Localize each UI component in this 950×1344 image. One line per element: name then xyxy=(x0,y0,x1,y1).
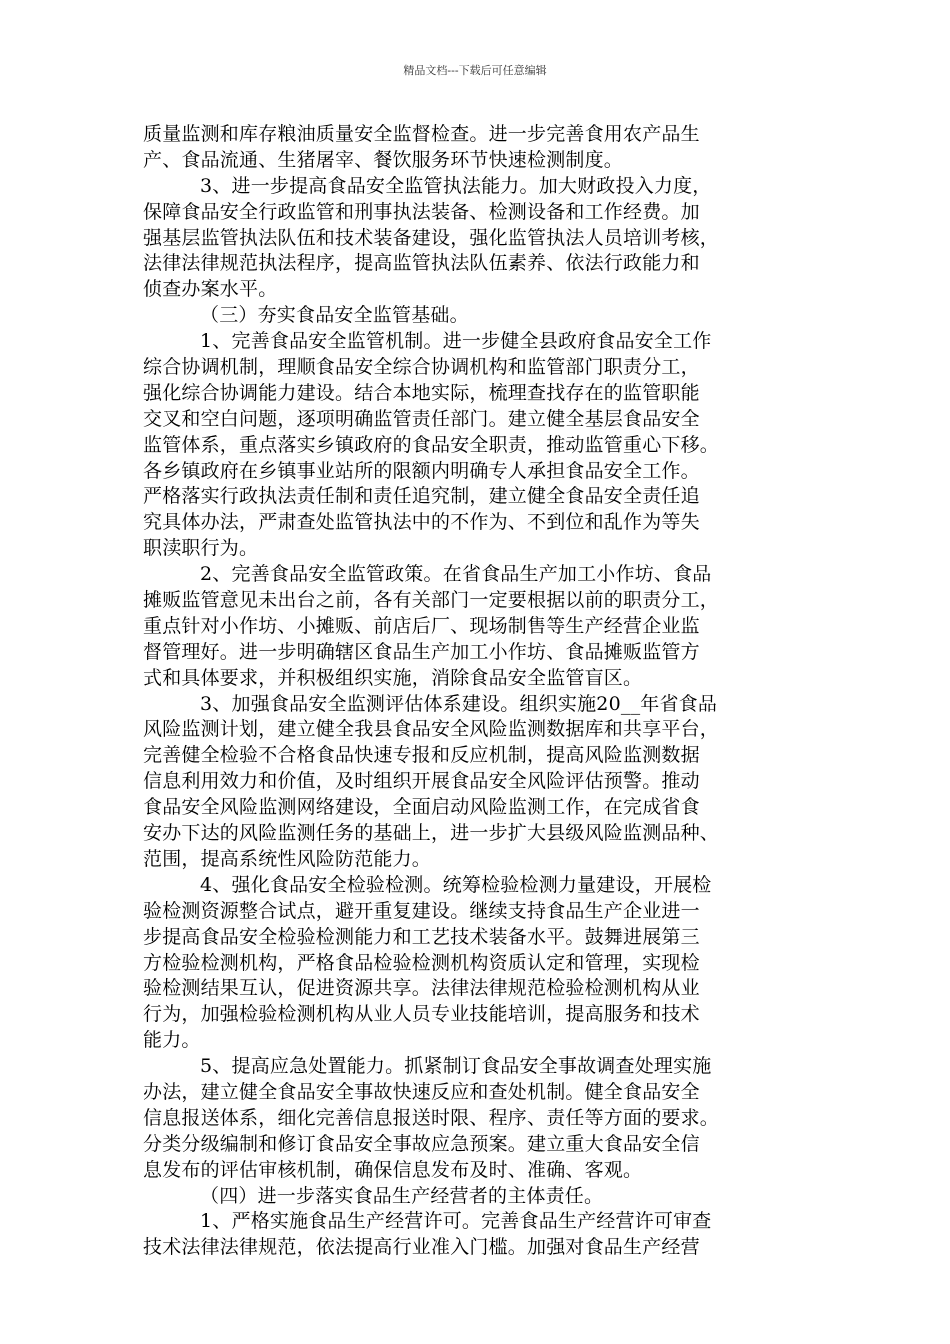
paragraph-line: 方检验检测机构，严格食品检验检测机构资质认定和管理，实现检 xyxy=(143,951,700,974)
paragraph-line: 信息报送体系，细化完善信息报送时限、程序、责任等方面的要求。 xyxy=(143,1106,720,1129)
paragraph-line: 法律法律规范执法程序，提高监管执法队伍素养、依法行政能力和 xyxy=(143,252,700,275)
paragraph-line: 质量监测和库存粮油质量安全监督检查。进一步完善食用农产品生 xyxy=(143,123,700,145)
paragraph-line: 严格落实行政执法责任制和责任追究制，建立健全食品安全责任追 xyxy=(143,485,700,508)
paragraph-line: 信息利用效力和价值，及时组织开展食品安全风险评估预警。推动 xyxy=(143,770,700,793)
paragraph-line: 强化综合协调能力建设。结合本地实际，梳理查找存在的监管职能 xyxy=(143,381,700,404)
paragraph-line: 式和具体要求，并积极组织实施，消除食品安全监管盲区。 xyxy=(143,666,643,689)
paragraph-line: 息发布的评估审核机制，确保信息发布及时、准确、客观。 xyxy=(143,1158,643,1181)
paragraph-line: 强基层监管执法队伍和技术装备建设，强化监管执法人员培训考核， xyxy=(143,226,720,249)
paragraph-first-line: （三）夯实食品安全监管基础。 xyxy=(200,304,469,327)
paragraph-line: 分类分级编制和修订食品安全事故应急预案。建立重大食品安全信 xyxy=(143,1132,700,1155)
page-header: 精品文档---下载后可任意编辑 xyxy=(403,64,547,77)
paragraph-line: 摊贩监管意见未出台之前，各有关部门一定要根据以前的职责分工， xyxy=(143,589,720,612)
paragraph-first-line: 3、加强食品安全监测评估体系建设。组织实施20__年省食品 xyxy=(200,692,718,715)
paragraph-first-line: 2、完善食品安全监管政策。在省食品生产加工小作坊、食品 xyxy=(200,563,712,586)
paragraph-line: 完善健全检验不合格食品快速专报和反应机制，提高风险监测数据 xyxy=(143,744,700,767)
paragraph-first-line: 5、提高应急处置能力。抓紧制订食品安全事故调查处理实施 xyxy=(200,1055,712,1078)
paragraph-line: 保障食品安全行政监管和刑事执法装备、检测设备和工作经费。加 xyxy=(143,200,700,223)
paragraph-first-line: 4、强化食品安全检验检测。统筹检验检测力量建设，开展检 xyxy=(200,873,712,896)
paragraph-line: 督管理好。进一步明确辖区食品生产加工小作坊、食品摊贩监管方 xyxy=(143,640,700,663)
paragraph-line: 究具体办法，严肃查处监管执法中的不作为、不到位和乱作为等失 xyxy=(143,511,700,534)
paragraph-first-line: 3、进一步提高食品安全监管执法能力。加大财政投入力度， xyxy=(200,174,712,197)
paragraph-first-line: （四）进一步落实食品生产经营者的主体责任。 xyxy=(200,1184,604,1207)
paragraph-line: 综合协调机制，理顺食品安全综合协调机构和监管部门职责分工， xyxy=(143,356,700,379)
paragraph-line: 验检测结果互认，促进资源共享。法律法律规范检验检测机构从业 xyxy=(143,977,700,1000)
paragraph-first-line: 1、完善食品安全监管机制。进一步健全县政府食品安全工作 xyxy=(200,330,712,353)
paragraph-line: 验检测资源整合试点，避开重复建设。继续支持食品生产企业进一 xyxy=(143,899,700,922)
paragraph-line: 产、食品流通、生猪屠宰、餐饮服务环节快速检测制度。 xyxy=(143,148,624,171)
paragraph-line: 办法，建立健全食品安全事故快速反应和查处机制。健全食品安全 xyxy=(143,1080,700,1103)
paragraph-line: 范围，提高系统性风险防范能力。 xyxy=(143,847,432,870)
paragraph-line: 监管体系，重点落实乡镇政府的食品安全职责，推动监管重心下移。 xyxy=(143,433,720,456)
paragraph-line: 风险监测计划，建立健全我县食品安全风险监测数据库和共享平台， xyxy=(143,718,720,741)
paragraph-line: 能力。 xyxy=(143,1029,201,1052)
paragraph-line: 步提高食品安全检验检测能力和工艺技术装备水平。鼓舞进展第三 xyxy=(143,925,700,948)
paragraph-line: 重点针对小作坊、小摊贩、前店后厂、现场制售等生产经营企业监 xyxy=(143,614,700,637)
paragraph-line: 职渎职行为。 xyxy=(143,537,259,560)
paragraph-first-line: 1、严格实施食品生产经营许可。完善食品生产经营许可审查 xyxy=(200,1210,712,1233)
paragraph-line: 侦查办案水平。 xyxy=(143,278,278,301)
paragraph-line: 食品安全风险监测网络建设，全面启动风险监测工作，在完成省食 xyxy=(143,796,700,819)
paragraph-line: 交叉和空白问题，逐项明确监管责任部门。建立健全基层食品安全 xyxy=(143,407,700,430)
paragraph-line: 技术法律法律规范，依法提高行业准入门槛。加强对食品生产经营 xyxy=(143,1236,700,1259)
paragraph-line: 行为，加强检验检测机构从业人员专业技能培训，提高服务和技术 xyxy=(143,1003,700,1026)
document-body xyxy=(143,122,833,1261)
paragraph-line: 安办下达的风险监测任务的基础上，进一步扩大县级风险监测品种、 xyxy=(143,822,720,845)
paragraph-line: 各乡镇政府在乡镇事业站所的限额内明确专人承担食品安全工作。 xyxy=(143,459,700,482)
